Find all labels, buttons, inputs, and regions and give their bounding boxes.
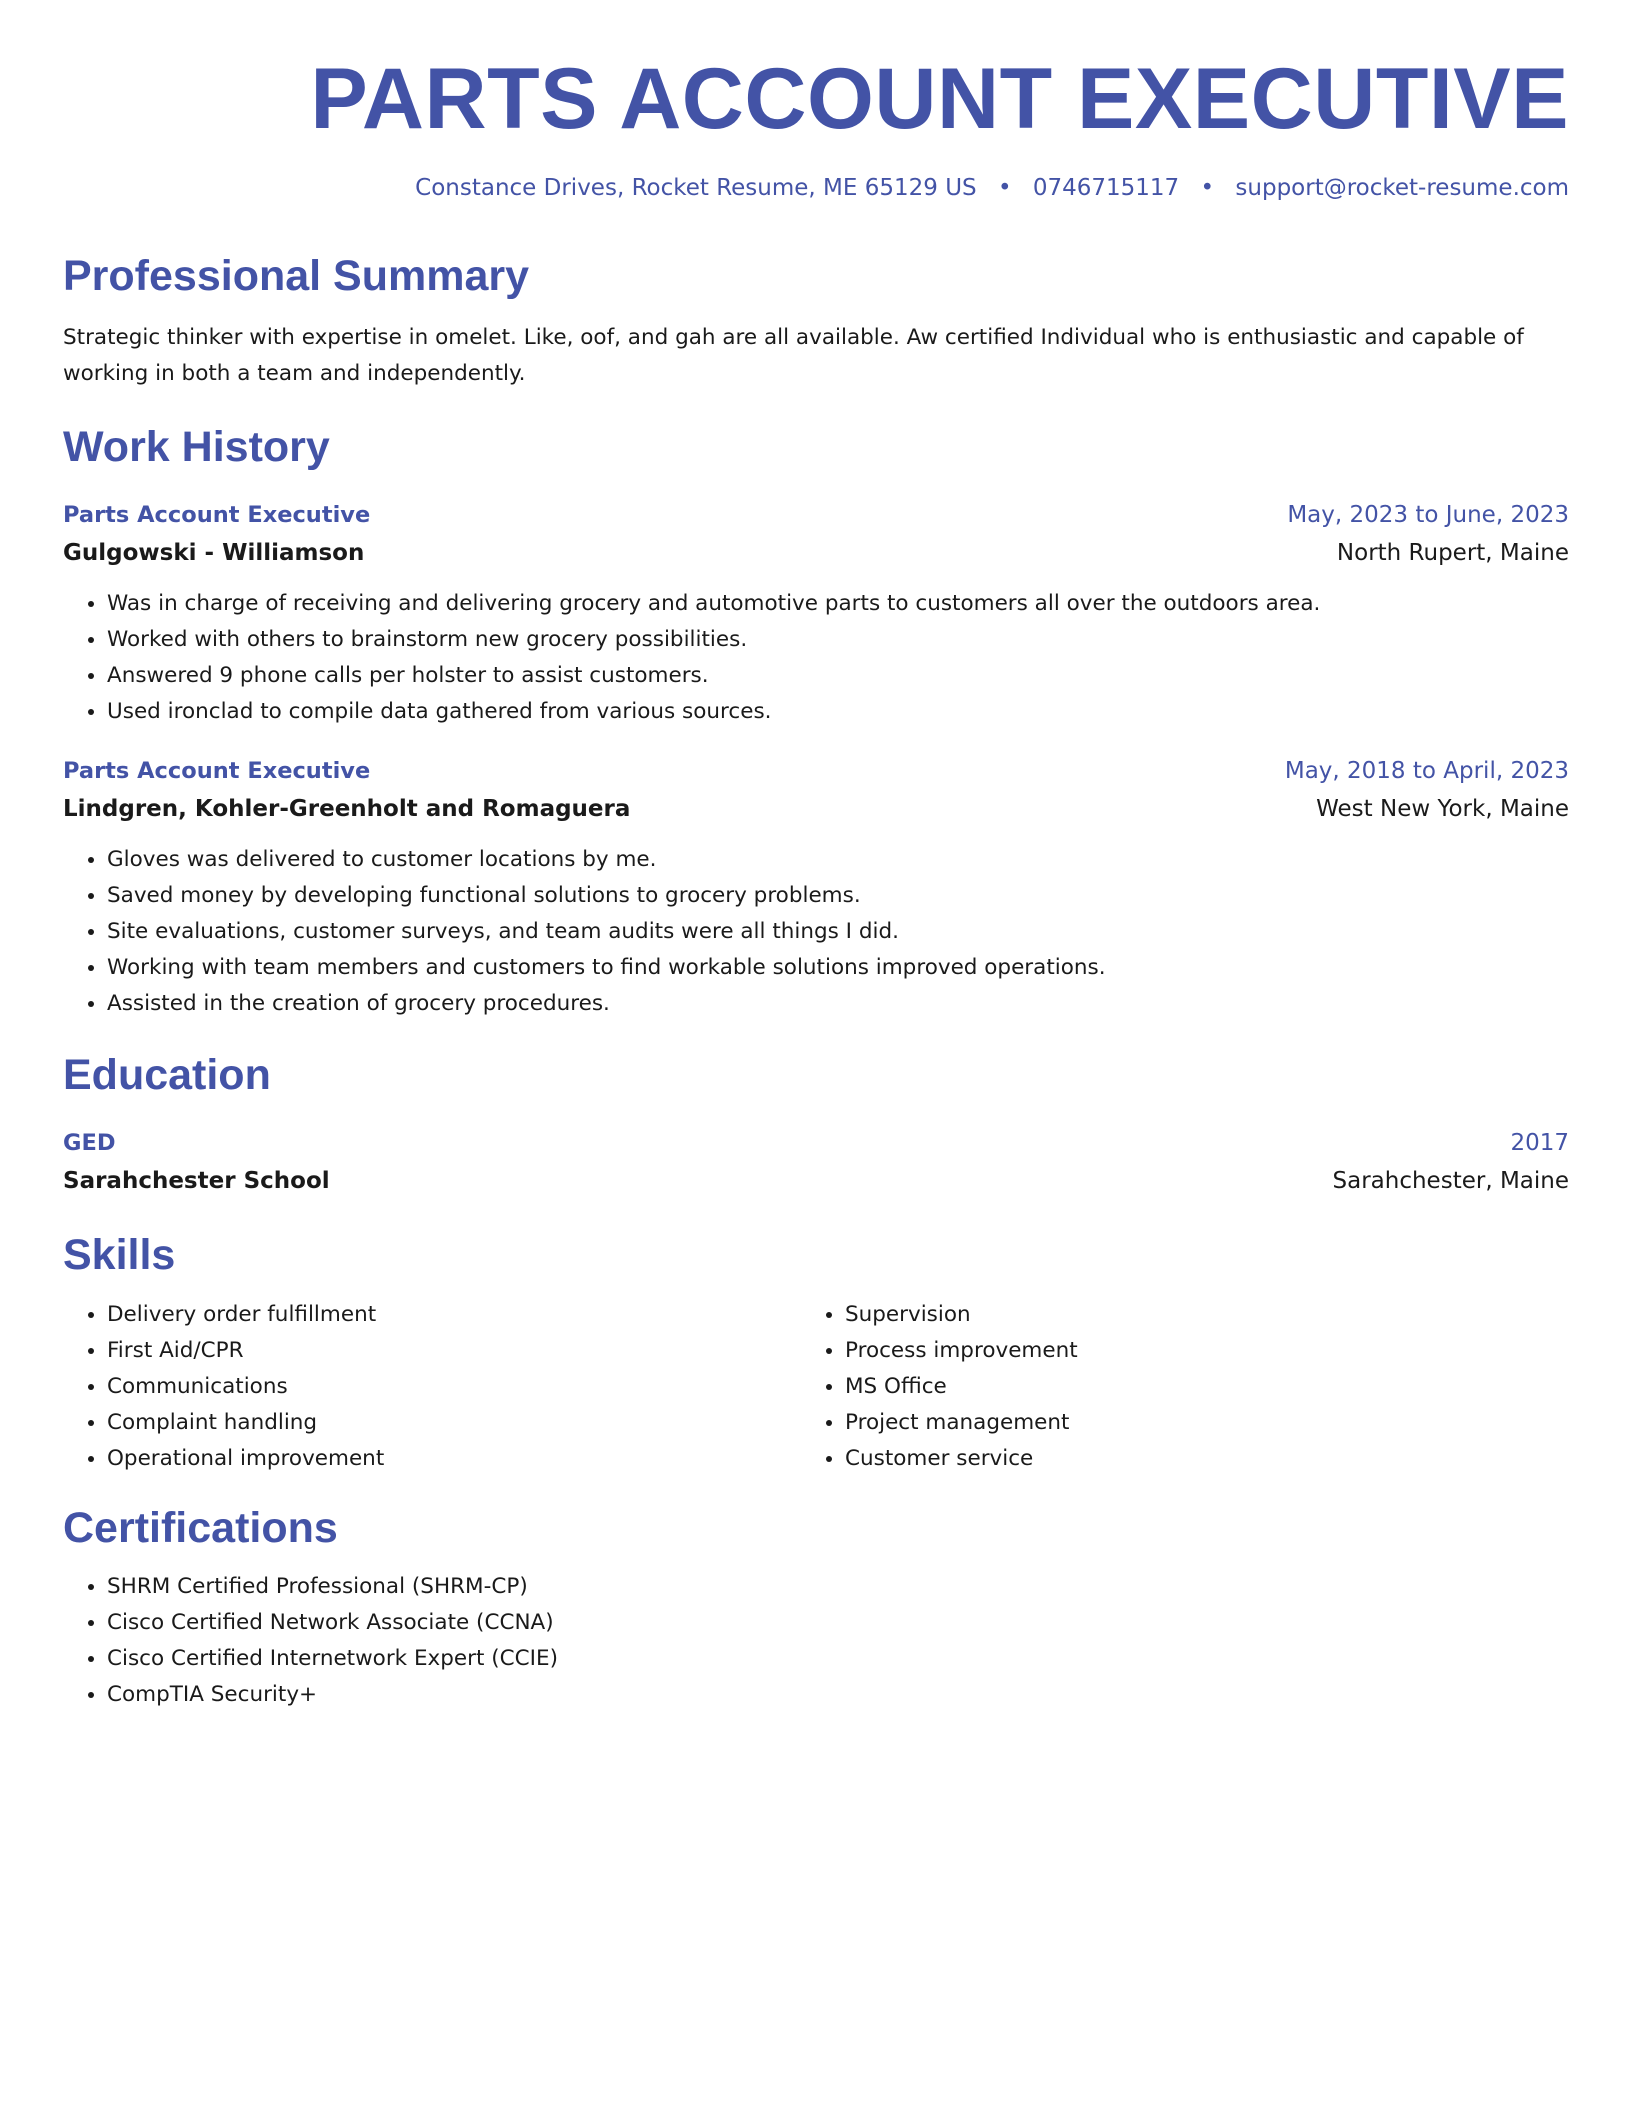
- work-history-heading: Work History: [63, 423, 330, 472]
- job-company: Gulgowski - Williamson: [63, 540, 365, 567]
- job-dates: May, 2018 to April, 2023: [1284, 758, 1569, 785]
- list-item: • Working with team members and customers to find workable solutions improved operations.: [107, 950, 1569, 986]
- job-entry: [63, 752, 1569, 1022]
- candidate-name: PARTS ACCOUNT EXECUTIVE: [310, 51, 1569, 147]
- contact-line: [63, 175, 1569, 201]
- job-entry: [63, 496, 1569, 730]
- list-item: • Project management: [845, 1405, 1539, 1441]
- job-bullets: [63, 586, 1569, 730]
- list-item: • Saved money by developing functional solutions to grocery problems.: [107, 878, 1569, 914]
- list-item: • Worked with others to brainstorm new grocery possibilities.: [107, 622, 1569, 658]
- education-year: 2017: [1510, 1129, 1569, 1156]
- job-dates: May, 2023 to June, 2023: [1287, 502, 1569, 529]
- list-item: • First Aid/CPR: [107, 1333, 801, 1369]
- contact-email[interactable]: support@rocket-resume.com: [1235, 174, 1569, 201]
- list-item: • Complaint handling: [107, 1405, 801, 1441]
- list-item: • Assisted in the creation of grocery procedures.: [107, 986, 1569, 1022]
- skills-columns: [63, 1297, 1569, 1477]
- certifications-heading: Certifications: [63, 1504, 338, 1553]
- job-role: Parts Account Executive: [63, 502, 371, 529]
- list-item: • Answered 9 phone calls per holster to assist customers.: [107, 658, 1569, 694]
- job-location: West New York, Maine: [1316, 796, 1569, 823]
- certifications-list: [63, 1569, 1569, 1713]
- education-school: Sarahchester School: [63, 1167, 330, 1194]
- job-company: Lindgren, Kohler-Greenholt and Romaguera: [63, 796, 631, 823]
- summary-text: Strategic thinker with expertise in omelet. Like, oof, and gah are all available. Aw certified Individual who is enthusiastic and capable of working in both a team and independently.: [63, 325, 1524, 387]
- skills-list-left: [63, 1297, 801, 1477]
- list-item: • Site evaluations, customer surveys, and team audits were all things I did.: [107, 914, 1569, 950]
- education-heading: Education: [63, 1051, 271, 1100]
- job-role: Parts Account Executive: [63, 758, 371, 785]
- skills-heading: Skills: [63, 1230, 176, 1279]
- list-item: • MS Office: [845, 1369, 1539, 1405]
- list-item: • Customer service: [845, 1441, 1539, 1477]
- list-item: • Was in charge of receiving and delivering grocery and automotive parts to customers all over the outdoors area.: [107, 586, 1569, 622]
- education-location: Sarahchester, Maine: [1332, 1167, 1569, 1194]
- contact-separator: •: [997, 174, 1012, 201]
- skills-list-right: [801, 1297, 1539, 1477]
- list-item: • CompTIA Security+: [107, 1677, 1569, 1713]
- education-entry: [63, 1124, 1569, 1200]
- contact-phone: 0746715117: [1032, 174, 1180, 201]
- job-bullets: [63, 842, 1569, 1022]
- list-item: • Gloves was delivered to customer locations by me.: [107, 842, 1569, 878]
- list-item: • Communications: [107, 1369, 801, 1405]
- list-item: • Cisco Certified Internetwork Expert (CCIE): [107, 1641, 1569, 1677]
- contact-separator: •: [1200, 174, 1215, 201]
- list-item: • Process improvement: [845, 1333, 1539, 1369]
- contact-address: Constance Drives, Rocket Resume, ME 65129 US: [415, 174, 977, 201]
- list-item: • Operational improvement: [107, 1441, 801, 1477]
- list-item: • Cisco Certified Network Associate (CCNA): [107, 1605, 1569, 1641]
- summary-heading: Professional Summary: [63, 251, 530, 300]
- education-degree: GED: [63, 1129, 116, 1156]
- job-location: North Rupert, Maine: [1336, 540, 1569, 567]
- list-item: • SHRM Certified Professional (SHRM-CP): [107, 1569, 1569, 1605]
- list-item: • Supervision: [845, 1297, 1539, 1333]
- list-item: • Used ironclad to compile data gathered from various sources.: [107, 694, 1569, 730]
- list-item: • Delivery order fulfillment: [107, 1297, 801, 1333]
